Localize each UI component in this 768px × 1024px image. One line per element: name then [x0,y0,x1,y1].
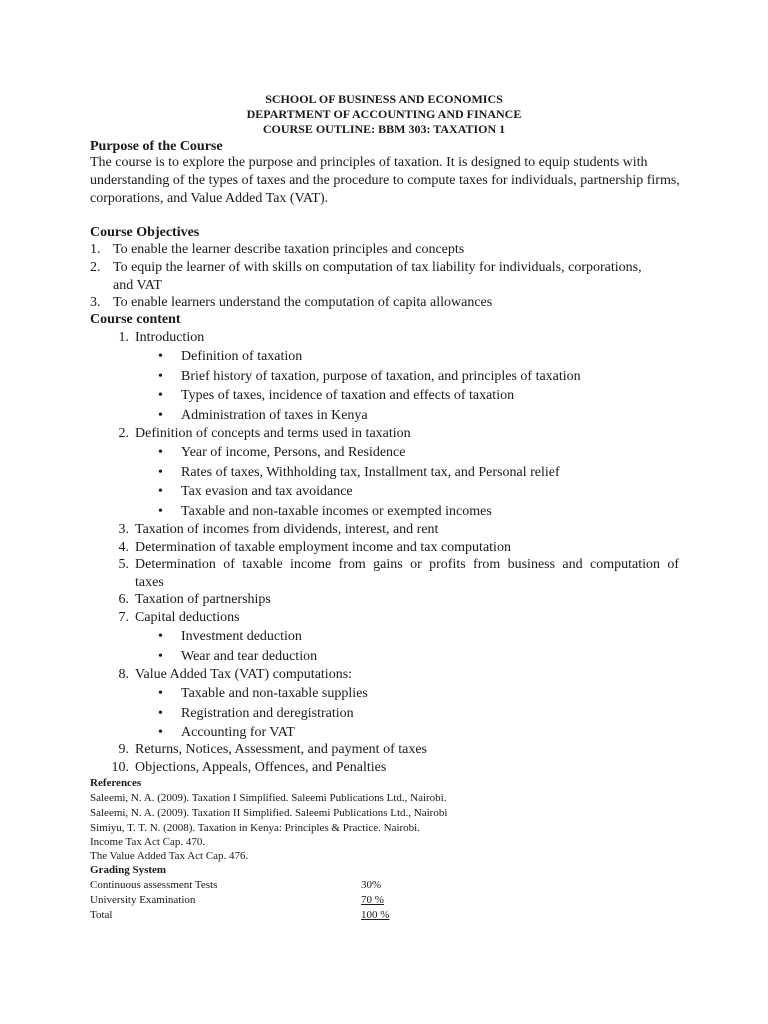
content-item-text: Determination of taxable income from gains or profits from business and computation of [135,557,679,572]
content-item-number: 7. [118,610,129,625]
content-item [118,741,428,758]
content-item-text: Introduction [135,330,205,345]
objective-number: 1. [90,242,101,257]
grading-total-label: Total [90,909,113,921]
content-item-text: Taxation of incomes from dividends, interest, and rent [135,522,439,537]
grading-value: 70 % [361,894,384,906]
reference-entry: The Value Added Tax Act Cap. 476. [90,850,249,862]
content-item [118,539,511,556]
content-item-number: 2. [118,426,129,441]
purpose-text: The course is to explore the purpose and principles of taxation. It is designed to equip students with understanding of the types of taxes and the procedure to compute taxes for individuals, partnership firms, corporations, and Value Added Tax (VAT). [90,155,680,206]
content-item-text-continued: taxes [135,575,164,590]
content-item-number: 5. [118,557,129,572]
content-item-text: Capital deductions [135,610,240,625]
bullet-icon: • [158,465,163,480]
objective-text: To enable learners understand the computation of capita allowances [113,295,493,310]
reference-entry: Saleemi, N. A. (2009). Taxation II Simplified. Saleemi Publications Ltd., Nairobi [90,807,448,819]
objective-text: To enable the learner describe taxation principles and concepts [113,242,465,257]
content-item [118,591,271,608]
objective-text-continued: and VAT [113,278,162,293]
bullet-icon: • [158,445,163,460]
objective-text: To equip the learner of with skills on computation of tax liability for individuals, corporations, [113,260,642,275]
content-item-text: Objections, Appeals, Offences, and Penalties [135,760,387,775]
bullet-icon: • [158,725,163,740]
content-item-text: Returns, Notices, Assessment, and payment of taxes [135,742,428,757]
content-item-text: Definition of concepts and terms used in taxation [135,426,411,441]
bullet-icon: • [158,484,163,499]
school-title: SCHOOL OF BUSINESS AND ECONOMICS [265,92,503,106]
bullet-icon: • [158,629,163,644]
reference-entry: Saleemi, N. A. (2009). Taxation I Simplified. Saleemi Publications Ltd., Nairobi. [90,792,447,804]
content-item-number: 10. [111,760,129,775]
content-item-number: 9. [118,742,129,757]
grading-value: 30% [361,879,382,891]
references-heading: References [90,777,142,789]
content-item [111,759,387,776]
content-item-number: 8. [118,667,129,682]
grading-total-value: 100 % [361,909,390,921]
objective-number: 3. [90,295,101,310]
bullet-icon: • [158,349,163,364]
document-page: SCHOOL OF BUSINESS AND ECONOMICS DEPARTMENT OF ACCOUNTING AND FINANCE COURSE OUTLINE: BBM 303: TAXATION 1 Purpose of the Course The course is to explore the purpose and principles of taxation. It is designed to equip students with understanding of the types of taxes and the procedure to compute taxes for individuals, partnership firms, corporations, and Value Added Tax (VAT). Course Objectives 1. To enable the learner describe taxation principles and concepts 2. To equip the learner of with skills on computation of tax liability for individuals, corporations, and VAT 3. To enable learners understand the computation of capita allowances Course content 1. Introduction • Definition of taxation • Brief history of taxation, purpose of taxation, and principles of taxation • Types of taxes, incidence of taxation and effects of taxation • Administration of taxes in Kenya 2. Definition of concepts and terms used in taxation • Year of income, Persons, and Residence • Rates of taxes, Withholding tax, Installment tax, and Personal relief • Tax evasion and tax avoidance • Taxable and non-taxable incomes or exempted incomes 3. Taxation of incomes from dividends, interest, and rent 4. Determination of taxable employment income and tax computation Determination of taxable income from gains or profits from business and computation of 5. taxes 6. Taxation of partnerships 7. Capital deductions • Investment deduction • Wear and tear deduction 8. Value Added Tax (VAT) computations: • Taxable and non-taxable supplies • Registration and deregistration • Accounting for VAT 9. Returns, Notices, Assessment, and payment of taxes 10. Objections, Appeals, Offences, and Penalties References Saleemi, N. A. (2009). Taxation I Simplified. Saleemi Publications Ltd., Nairobi. Saleemi, N. A. (2009). Taxation II Simplified. Saleemi Publications Ltd., Nairobi Simiyu, T. T. N. (2008). Taxation in Kenya: Principles & Practice. Nairobi. Income Tax Act Cap. 470. The Value Added Tax Act Cap. 476. Grading System Continuous assessment Tests 30% University Examination 70 % Total 100 % [0,0,768,1024]
bullet-icon: • [158,686,163,701]
content-item-number: 6. [118,592,129,607]
grading-label: University Examination [90,894,196,906]
content-item-text: Determination of taxable employment income and tax computation [135,540,511,555]
purpose-heading: Purpose of the Course [90,139,223,154]
content-item [118,609,240,626]
content-item-number: 3. [118,522,129,537]
bullet-icon: • [158,369,163,384]
content-item [118,329,205,346]
content-item-number: 1. [118,330,129,345]
grading-label: Continuous assessment Tests [90,879,218,891]
content-item-text: Taxation of partnerships [135,592,271,607]
content-item [118,521,439,538]
reference-entry: Income Tax Act Cap. 470. [90,836,206,848]
objective-number: 2. [90,260,101,275]
content-item-text: Value Added Tax (VAT) computations: [135,667,353,682]
objectives-heading: Course Objectives [90,225,200,240]
bullet-icon: • [158,388,163,403]
bullet-icon: • [158,649,163,664]
content-heading: Course content [90,312,181,327]
content-item-number: 4. [118,540,129,555]
department-title: DEPARTMENT OF ACCOUNTING AND FINANCE [246,107,522,121]
bullet-icon: • [158,706,163,721]
content-item [118,425,411,442]
reference-entry: Simiyu, T. T. N. (2008). Taxation in Kenya: Principles & Practice. Nairobi. [90,822,420,834]
content-item [118,666,353,683]
course-title: COURSE OUTLINE: BBM 303: TAXATION 1 [262,122,506,136]
grading-heading: Grading System [90,864,167,876]
bullet-icon: • [158,408,163,423]
bullet-icon: • [158,504,163,519]
